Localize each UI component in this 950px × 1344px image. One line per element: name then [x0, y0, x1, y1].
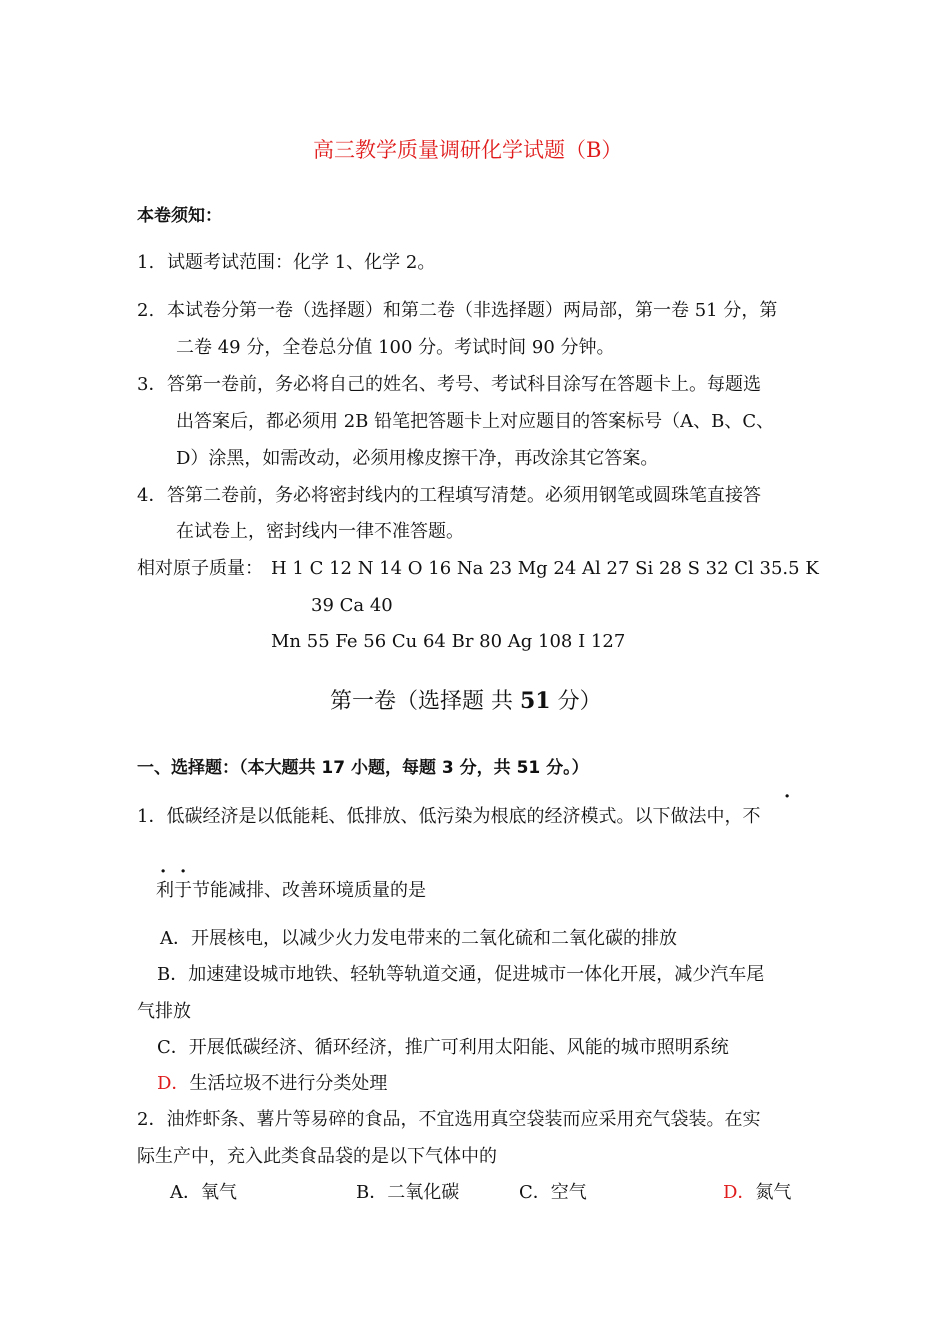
part1-title-score: 51 [520, 688, 551, 714]
page-title: 高三教学质量调研化学试题（B） [313, 138, 623, 162]
notice-item-4-num: 4． [137, 485, 167, 506]
option-text: 开展低碳经济、循环经济，推广可利用太阳能、风能的城市照明系统 [188, 1037, 729, 1058]
option-label: A． [160, 928, 191, 949]
notice-item-4-text: 答第二卷前，务必将密封线内的工程填写清楚。必须用钢笔或圆珠笔直接答 [167, 485, 761, 506]
notice-item-1-num: 1. [137, 252, 155, 273]
notice-item-2-text-cont: 二卷 49 分，全卷总分值 100 分。考试时间 90 分钟。 [176, 337, 615, 358]
notice-item-1-text: 试题考试范围：化学 1、化学 2。 [167, 252, 436, 273]
emphasis-dot: · [160, 861, 167, 882]
option-text: 氮气 [755, 1182, 792, 1203]
option-text: 开展核电，以减少火力发电带来的二氧化硫和二氧化碳的排放 [191, 928, 677, 949]
question-1-option-b [157, 963, 764, 987]
notice-item-3-text-cont1: 出答案后，都必须用 2B 铅笔把答题卡上对应题目的答案标号（A、B、C、 [176, 411, 775, 432]
question-1-stem-cont: 利于节能减排、改善环境质量的是 [156, 880, 426, 901]
question-1-option-b-cont: 气排放 [137, 1001, 191, 1022]
question-2-option-d [723, 1181, 791, 1205]
question-1-stem: 1．低碳经济是以低能耗、低排放、低污染为根底的经济模式。以下做法中，不 [137, 806, 761, 827]
question-1-option-d [157, 1072, 387, 1096]
notice-item-2-text: 本试卷分第一卷（选择题）和第二卷（非选择题）两局部，第一卷 51 分，第 [167, 300, 778, 321]
option-text: 生活垃圾不进行分类处理 [189, 1073, 388, 1094]
option-label: C． [157, 1037, 189, 1058]
emphasis-dot: · [180, 861, 187, 882]
atomic-mass-line-1: H 1 C 12 N 14 O 16 Na 23 Mg 24 Al 27 Si 28 S 32 Cl 35.5 K [271, 558, 819, 579]
option-text: 二氧化碳 [387, 1182, 460, 1203]
option-label: C． [519, 1182, 551, 1203]
option-label: B． [157, 964, 189, 985]
notice-item-2-num: 2. [137, 300, 155, 321]
atomic-mass-line-2: 39 Ca 40 [311, 595, 393, 616]
answer-label: D． [723, 1182, 756, 1203]
notice-item-3-text: 答第一卷前，务必将自己的姓名、考号、考试科目涂写在答题卡上。每题选 [167, 374, 761, 395]
question-1-option-c [157, 1036, 729, 1060]
part1-title-suffix: 分） [550, 689, 602, 714]
notice-heading: 本卷须知： [137, 206, 222, 226]
question-2-option-a [170, 1181, 237, 1205]
part1-title-prefix: 第一卷（选择题 共 [330, 689, 520, 714]
option-text: 空气 [550, 1182, 587, 1203]
question-2-option-c [519, 1181, 587, 1205]
notice-item-4-text-cont: 在试卷上，密封线内一律不准答题。 [176, 521, 464, 542]
emphasis-dot: · [784, 786, 791, 807]
question-2-stem-cont: 际生产中，充入此类食品袋的是以下气体中的 [137, 1146, 497, 1167]
option-text: 加速建设城市地铁、轻轨等轨道交通，促进城市一体化开展，减少汽车尾 [188, 964, 765, 985]
option-text: 氧气 [201, 1182, 237, 1203]
option-label: A． [170, 1182, 201, 1203]
notice-item-3-text-cont2: D）涂黑，如需改动，必须用橡皮擦干净，再改涂其它答案。 [176, 448, 659, 469]
option-label: B． [356, 1182, 388, 1203]
answer-label: D． [157, 1073, 190, 1094]
section-heading: 一、选择题：（本大题共 17 小题，每题 3 分，共 51 分。） [137, 758, 589, 778]
notice-item-3-num: 3． [137, 374, 167, 395]
part1-title [330, 689, 602, 714]
question-2-stem: 2．油炸虾条、薯片等易碎的食品，不宜选用真空袋装而应采用充气袋装。在实 [137, 1109, 761, 1130]
atomic-mass-line-3: Mn 55 Fe 56 Cu 64 Br 80 Ag 108 I 127 [271, 631, 626, 652]
question-2-option-b [356, 1181, 459, 1205]
question-1-option-a [160, 927, 677, 951]
atomic-mass-label: 相对原子质量： [137, 558, 263, 579]
